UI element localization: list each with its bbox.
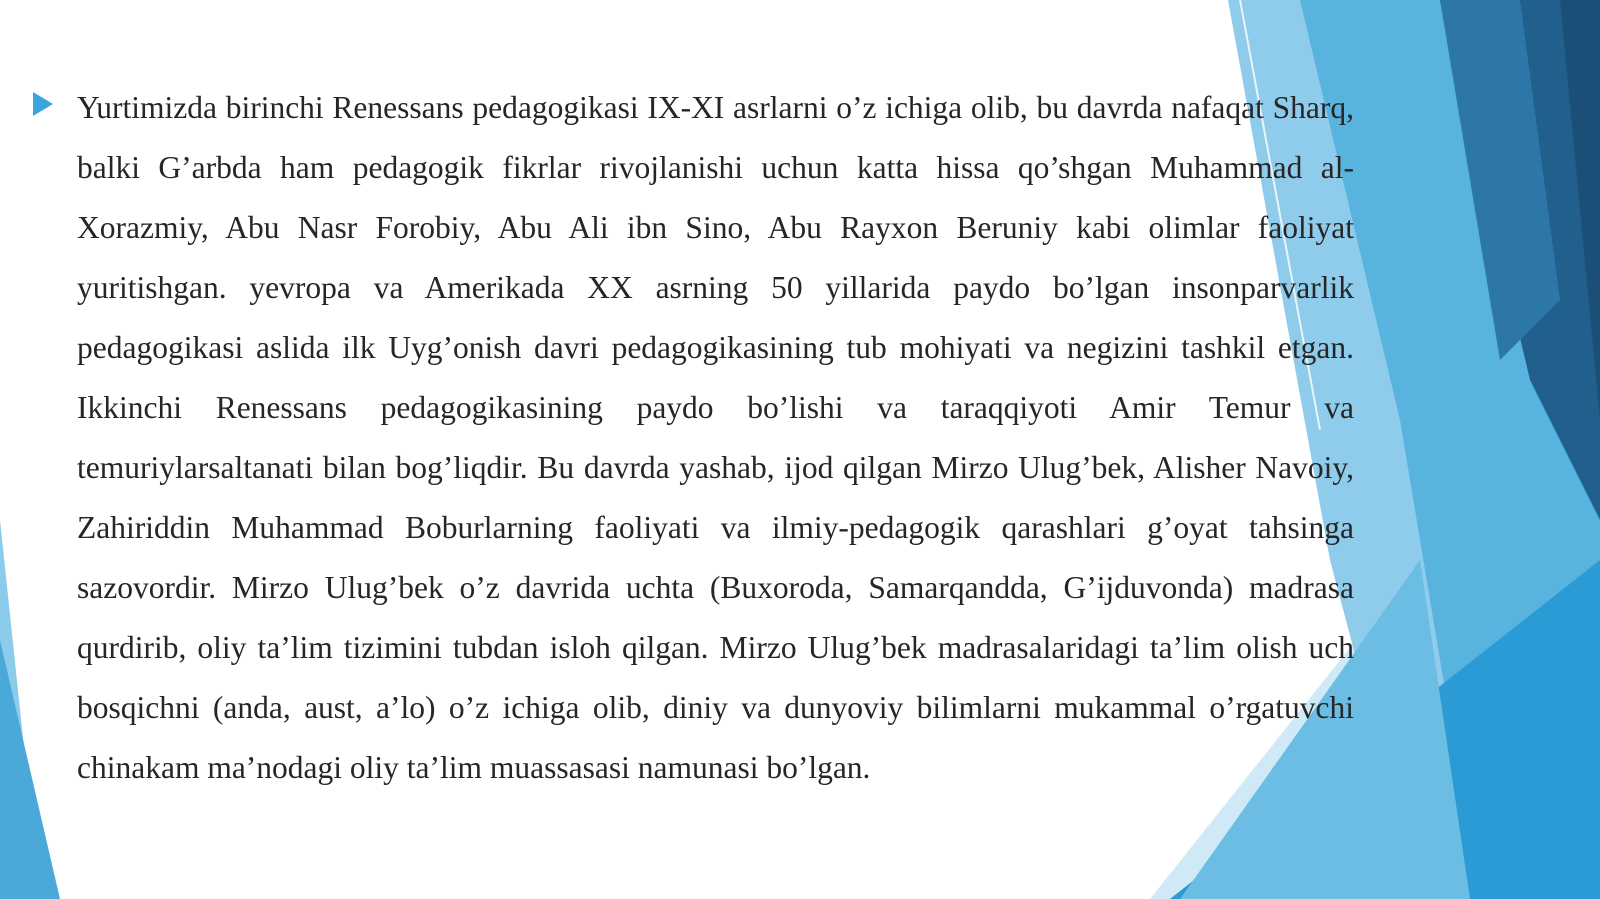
triangle-bullet-icon	[33, 92, 53, 116]
body-paragraph: Yurtimizda birinchi Renessans pedagogikasi IX-XI asrlarni o’z ichiga olib, bu davrda nafaqat Sharq, balki G’arbda ham pedagogik fikrlar rivojlanishi uchun katta hissa qo’shgan Muhammad al-Xorazmiy, Abu Nasr Forobiy, Abu Ali ibn Sino, Abu Rayxon Beruniy kabi olimlar faoliyat yuritishgan. yevropa va Amerikada XX asrning 50 yillarida paydo bo’lgan insonparvarlik pedagogikasi aslida ilk Uyg’onish davri pedagogikasining tub mohiyati va negizini tashkil etgan. Ikkinchi Renessans pedagogikasining paydo bo’lishi va taraqqiyoti Amir Temur va temuriylarsaltanati bilan bog’liqdir. Bu davrda yashab, ijod qilgan Mirzo Ulug’bek, Alisher Navoiy, Zahiriddin Muhammad Boburlarning faoliyati va ilmiy-pedagogik qarashlari g’oyat tahsinga sazovordir. Mirzo Ulug’bek o’z davrida uchta (Buxoroda, Samarqandda, G’ijduvonda) madrasa qurdirib, oliy ta’lim tizimini tubdan isloh qilgan. Mirzo Ulug’bek madrasalaridagi ta’lim olish uch bosqichni (anda, aust, a’lo) o’z ichiga olib, diniy va dunyoviy bilimlarni mukammal o’rgatuvchi chinakam ma’nodagi oliy ta’lim muassasasi namunasi bo’lgan.	[77, 90, 1354, 785]
